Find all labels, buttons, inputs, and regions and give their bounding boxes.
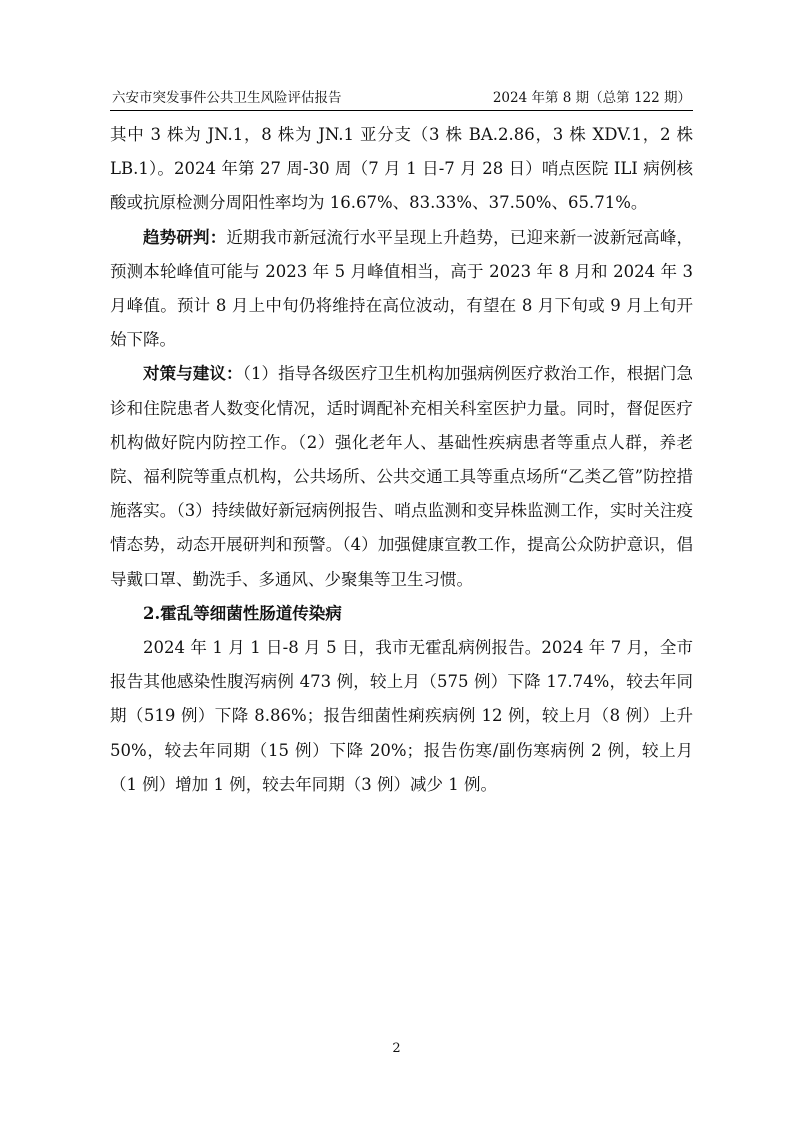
document-body bbox=[110, 118, 693, 802]
paragraph-countermeasures bbox=[110, 357, 693, 596]
page-number: 2 bbox=[392, 1041, 401, 1056]
page-header bbox=[110, 86, 693, 111]
trend-analysis-label: 趋势研判： bbox=[143, 227, 227, 247]
trend-analysis-text: 近期我市新冠流行水平呈现上升趋势，已迎来新一波新冠高峰，预测本轮峰值可能与 2023 年 5 月峰值相当，高于 2023 年 8 月和 2024 年 3 月峰值。预计 8 月上中旬仍将维持在高位波动，有望在 8 月下旬或 9 月上旬开始下降。 bbox=[110, 227, 693, 350]
header-issue-number: 2024 年第 8 期（总第 122 期） bbox=[492, 90, 691, 106]
paragraph-sequencing-results: 其中 3 株为 JN.1，8 株为 JN.1 亚分支（3 株 BA.2.86，3 株 XDV.1，2 株 LB.1）。2024 年第 27 周-30 周（7 月 1 日-7 月 28 日）哨点医院 ILI 病例核酸或抗原检测分周阳性率均为 16.67%、83.33%、37.50%、65.71%。 bbox=[110, 125, 693, 213]
paragraph-enteric-statistics: 2024 年 1 月 1 日-8 月 5 日，我市无霍乱病例报告。2024 年 7 月，全市报告其他感染性腹泻病例 473 例，较上月（575 例）下降 17.74%，较去年同期（519 例）下降 8.86%；报告细菌性痢疾病例 12 例，较上月（8 例）上升 50%，较去年同期（15 例）下降 20%；报告伤寒/副伤寒病例 2 例，较上月（1 例）增加 1 例，较去年同期（3 例）减少 1 例。 bbox=[110, 638, 693, 794]
countermeasures-label: 对策与建议： bbox=[143, 364, 243, 384]
paragraph-trend-analysis bbox=[110, 221, 693, 358]
header-report-title: 六安市突发事件公共卫生风险评估报告 bbox=[112, 90, 342, 106]
section-heading-enteric-diseases: 2.霍乱等细菌性肠道传染病 bbox=[143, 603, 342, 623]
countermeasures-text: （1）指导各级医疗卫生机构加强病例医疗救治工作，根据门急诊和住院患者人数变化情况，适时调配补充相关科室医护力量。同时，督促医疗机构做好院内防控工作。（2）强化老年人、基础性疾病患者等重点人群，养老院、福利院等重点机构，公共场所、公共交通工具等重点场所“乙类乙管”防控措施落实。（3）持续做好新冠病例报告、哨点监测和变异株监测工作，实时关注疫情态势，动态开展研判和预警。（4）加强健康宣教工作，提高公众防护意识，倡导戴口罩、勤洗手、多通风、少聚集等卫生习惯。 bbox=[110, 364, 694, 589]
